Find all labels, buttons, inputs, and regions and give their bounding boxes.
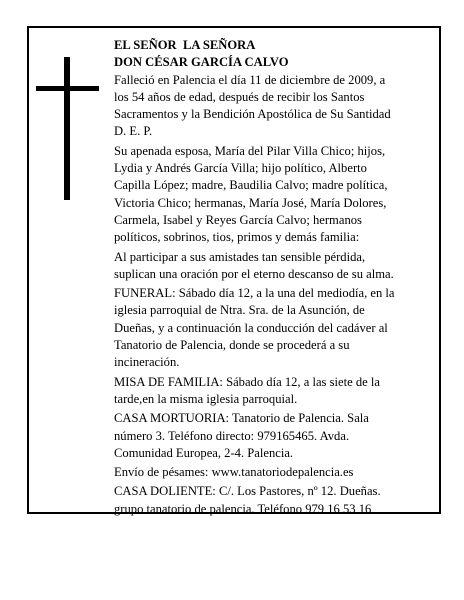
- funeral-home-paragraph: [114, 410, 424, 462]
- cross-horizontal-bar: [36, 86, 99, 91]
- funeral-paragraph: [114, 285, 424, 371]
- prayer-request-paragraph: [114, 249, 424, 284]
- text-line: políticos, sobrinos, tios, primos y demás familia:: [114, 230, 360, 245]
- text-line: FUNERAL: Sábado día 12, a la una del mediodía, en la: [114, 286, 395, 301]
- text-line: Lydia y Andrés García Villa; hijo político, Alberto: [114, 161, 367, 176]
- text-line: CASA MORTUORIA: Tanatorio de Palencia. Sala: [114, 411, 369, 426]
- text-line: D. E. P.: [114, 124, 153, 139]
- text-line: Capilla López; madre, Baudilia Calvo; madre política,: [114, 178, 388, 193]
- obituary-text: [114, 37, 424, 518]
- text-line: Su apenada esposa, María del Pilar Villa Chico; hijos,: [114, 143, 386, 158]
- condolences-paragraph: [114, 464, 424, 481]
- deceased-title: EL SEÑOR LA SEÑORA: [114, 38, 256, 52]
- family-home-paragraph: [114, 483, 424, 518]
- text-line: Al participar a sus amistades tan sensible pérdida,: [114, 249, 366, 264]
- death-notice-paragraph: [114, 72, 424, 141]
- text-line: Carmela, Isabel y Reyes García Calvo; hermanos: [114, 212, 362, 227]
- deceased-name: DON CÉSAR GARCÍA CALVO: [114, 55, 289, 70]
- cross-vertical-bar: [64, 57, 70, 200]
- text-line: número 3. Teléfono directo: 979165465. Avda.: [114, 428, 350, 443]
- text-line: CASA DOLIENTE: C/. Los Pastores, nº 12. Dueñas.: [114, 484, 381, 499]
- text-line: Dueñas, y a continuación la conducción del cadáver al: [114, 320, 388, 335]
- text-line: tarde,en la misma iglesia parroquial.: [114, 391, 298, 406]
- text-line: incineración.: [114, 355, 180, 370]
- text-line: los 54 años de edad, después de recibir los Santos: [114, 89, 365, 104]
- text-line: grupo tanatorio de palencia. Teléfono 979 16 53 16: [114, 501, 372, 516]
- text-line: Victoria Chico; hermanas, María José, María Dolores,: [114, 195, 387, 210]
- text-line: Comunidad Europea, 2-4. Palencia.: [114, 445, 294, 460]
- text-line: MISA DE FAMILIA: Sábado día 12, a las siete de la: [114, 374, 380, 389]
- text-line: Sacramentos y la Bendición Apostólica de Su Santidad: [114, 107, 391, 122]
- text-line: suplican una oración por el eterno descanso de su alma.: [114, 266, 394, 281]
- family-mass-paragraph: [114, 374, 424, 409]
- text-line: Falleció en Palencia el día 11 de diciembre de 2009, a: [114, 72, 386, 87]
- text-line: Envío de pésames: www.tanatoriodepalencia.es: [114, 465, 354, 480]
- text-line: iglesia parroquial de Ntra. Sra. de la Asunción, de: [114, 303, 365, 318]
- text-line: Tanatorio de Palencia, donde se procederá a su: [114, 338, 350, 353]
- family-paragraph: [114, 143, 424, 247]
